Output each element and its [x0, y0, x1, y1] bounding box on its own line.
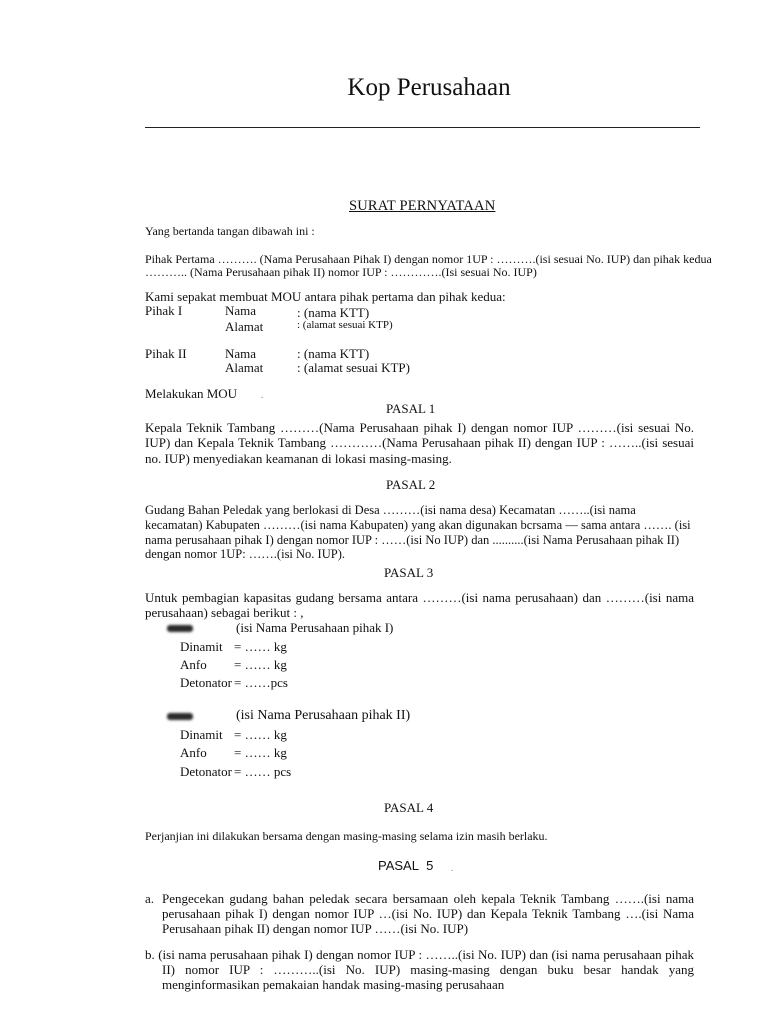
agreement-text: Kami sepakat membuat MOU antara pihak pertama dan pihak kedua: — [145, 289, 506, 304]
pihak1-nama-value: : (nama KTT) — [297, 305, 370, 320]
group1-company: (isi Nama Perusahaan pihak I) — [236, 620, 394, 635]
group1-item-value: = …… kg — [234, 657, 287, 672]
pasal4-text: Perjanjian ini dilakukan bersama dengan masing-masing selama izin masih berlaku. — [145, 829, 548, 843]
pihak2-label: Pihak II — [145, 346, 187, 361]
pasal1-heading: PASAL 1 — [386, 401, 436, 416]
pasal5-heading: PASAL 5 — [378, 858, 434, 873]
pasal4-heading: PASAL 4 — [384, 800, 434, 815]
group2-item-value: = …… pcs — [234, 764, 292, 779]
pasal2-line-1: Gudang Bahan Peledak yang berlokasi di Desa ………(isi nama desa) Kecamatan ……..(isi nama — [145, 503, 636, 517]
group2-item-name: Dinamit — [180, 727, 223, 742]
group1-item-name: Detonator — [180, 675, 232, 690]
group1-item-name: Dinamit — [180, 639, 223, 654]
pasal5-item-a-marker: a. — [145, 891, 155, 906]
pihak2-nama-value: : (nama KTT) — [297, 346, 370, 361]
pasal5-item-b-line-3: menginformasikan pemakaian handak masing-masing perusahaan — [162, 977, 505, 992]
pasal5-item-b-line-1: b. (isi nama perusahaan pihak I) dengan nomor IUP : ……..(isi No. IUP) dan (isi nama perusahaan pihak — [145, 947, 694, 962]
group1-item-value: = ……pcs — [234, 675, 288, 690]
pihak1-alamat-value: : (alamat sesuai KTP) — [297, 319, 393, 331]
pihak-pertama-line-2: ……….. (Nama Perusahaan pihak II) nomor IUP : ………….(Isi sesuai No. IUP) — [145, 265, 537, 279]
letterhead-rule — [145, 127, 700, 128]
group2-item-name: Detonator — [180, 764, 232, 779]
pasal2-line-4: dengan nomor 1UP: …….(isi No. IUP). — [145, 547, 345, 561]
pasal2-line-3: nama perusahaan pihak I) dengan nomor IUP : ……(isi No IUP) dan ..........(isi Nama Perusahaan pihak II) — [145, 533, 680, 547]
pihak-pertama-line-1: Pihak Pertama ………. (Nama Perusahaan Pihak I) dengan nomor 1UP : ……….(isi sesuai No. IUP) dan pihak kedua — [145, 252, 712, 266]
pasal5-item-a-line-1: Pengecekan gudang bahan peledak secara bersamaan oleh kepala Teknik Tambang …….(isi nama — [162, 891, 694, 906]
stray-dot: . — [451, 863, 454, 873]
pasal5-item-b-line-2: II) nomor IUP : ………..(isi No. IUP) masing-masing dengan buku besar handak yang — [162, 962, 694, 977]
pasal3-line-1: Untuk pembagian kapasitas gudang bersama antara ………(isi nama perusahaan) dan ………(isi nama — [145, 590, 694, 605]
group2-item-name: Anfo — [180, 745, 207, 760]
pasal2-line-2: kecamatan) Kabupaten ………(isi nama Kabupaten) yang akan digunakan bcrsama — sama antara ……. (isi — [145, 518, 691, 532]
group2-item-value: = …… kg — [234, 745, 287, 760]
letterhead-title: Kop Perusahaan — [347, 74, 511, 101]
melakukan-mou-text: Melakukan MOU — [145, 386, 238, 401]
pasal1-line-3: no. IUP) menyediakan keamanan di lokasi masing-masing. — [145, 451, 452, 466]
document-title: SURAT PERNYATAAN — [349, 198, 496, 214]
intro-text: Yang bertanda tangan dibawah ini : — [145, 224, 315, 238]
pasal3-line-2: perusahaan) sebagai berikut : , — [145, 605, 304, 620]
redacted-bullet-icon — [167, 713, 193, 720]
pasal2-heading: PASAL 2 — [386, 477, 436, 492]
group1-item-name: Anfo — [180, 657, 207, 672]
pihak1-nama-label: Nama — [225, 303, 257, 318]
pasal1-line-1: Kepala Teknik Tambang ………(Nama Perusahaan pihak I) dengan nomor IUP ………(isi sesuai No. — [145, 420, 694, 435]
pihak2-nama-label: Nama — [225, 346, 257, 361]
pihak2-alamat-label: Alamat — [225, 360, 264, 375]
stray-dot: . — [261, 390, 264, 400]
pihak1-label: Pihak I — [145, 303, 183, 318]
pasal5-item-a-line-3: Perusahaan pihak II) dengan nomor IUP ……(isi No. IUP) — [162, 921, 469, 936]
pihak2-alamat-value: : (alamat sesuai KTP) — [297, 360, 410, 375]
pihak1-alamat-label: Alamat — [225, 319, 264, 334]
pasal1-line-2: IUP) dan Kepala Teknik Tambang …………(Nama Perusahaan pihak II) dengan IUP : ……..(isi sesuai — [145, 435, 694, 450]
pasal5-item-a-line-2: perusahaan pihak I) dengan nomor IUP …(isi No. IUP) dan Kepala Teknik Tambang ….(isi Nama — [162, 906, 694, 921]
group1-item-value: = …… kg — [234, 639, 287, 654]
pasal3-heading: PASAL 3 — [384, 565, 434, 580]
group2-item-value: = …… kg — [234, 727, 287, 742]
group2-company: (isi Nama Perusahaan pihak II) — [236, 708, 411, 723]
redacted-bullet-icon — [167, 625, 193, 632]
